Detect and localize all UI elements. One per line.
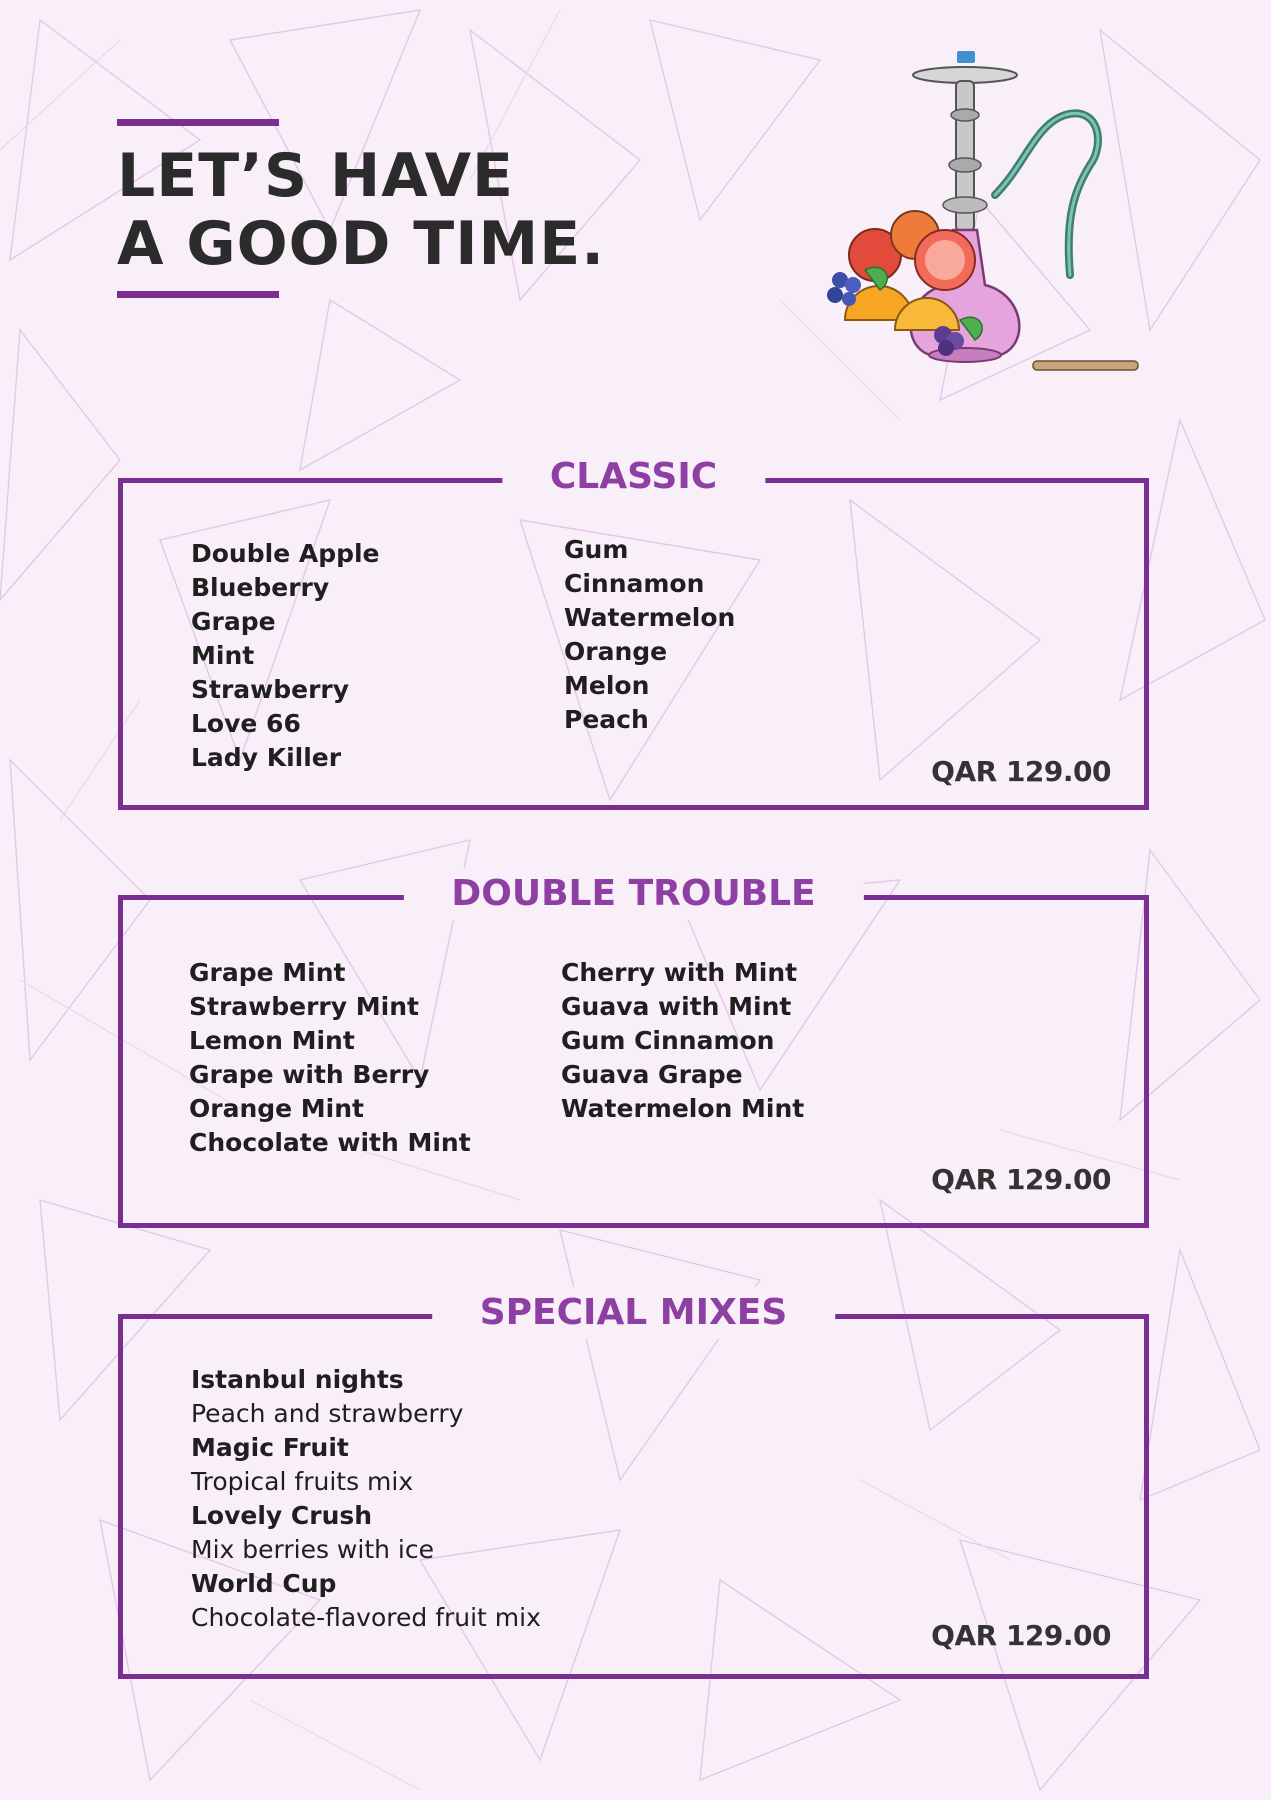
list-item: Orange Mint — [189, 1094, 364, 1123]
classic-price: QAR 129.00 — [931, 755, 1111, 788]
list-item: Lady Killer — [191, 743, 342, 772]
list-item: Cherry with Mint — [561, 958, 798, 987]
list-item: Blueberry — [191, 573, 330, 602]
list-item: Gum Cinnamon — [561, 1026, 775, 1055]
mix-description: Chocolate-flavored fruit mix — [191, 1603, 541, 1632]
list-item: Watermelon Mint — [561, 1094, 805, 1123]
list-item: Love 66 — [191, 709, 301, 738]
list-item: Mint — [191, 641, 255, 670]
list-item: Strawberry — [191, 675, 350, 704]
mix-description: Mix berries with ice — [191, 1535, 434, 1564]
hookah-with-fruits-icon — [825, 45, 1180, 400]
double-trouble-left-list — [189, 956, 471, 1160]
special-mixes-price: QAR 129.00 — [931, 1619, 1111, 1652]
mix-name: Istanbul nights — [191, 1365, 404, 1394]
double-trouble-title: DOUBLE TROUBLE — [403, 868, 863, 920]
list-item: Orange — [564, 637, 668, 666]
headline-top-bar — [117, 119, 279, 126]
double-trouble-section — [118, 873, 1149, 1228]
mix-description: Tropical fruits mix — [191, 1467, 414, 1496]
mix-name: Magic Fruit — [191, 1433, 349, 1462]
headline — [117, 142, 605, 278]
headline-line-1: LET’S HAVE — [117, 141, 515, 211]
list-item: Guava with Mint — [561, 992, 792, 1021]
list-item: Strawberry Mint — [189, 992, 419, 1021]
list-item: Chocolate with Mint — [189, 1128, 471, 1157]
list-item: Grape with Berry — [189, 1060, 430, 1089]
double-trouble-price: QAR 129.00 — [931, 1163, 1111, 1196]
mix-name: Lovely Crush — [191, 1501, 373, 1530]
list-item: Lemon Mint — [189, 1026, 355, 1055]
list-item: Grape — [191, 607, 276, 636]
list-item: Melon — [564, 671, 650, 700]
classic-left-list — [191, 537, 380, 775]
list-item: Gum — [564, 535, 629, 564]
headline-bottom-bar — [117, 291, 279, 298]
double-trouble-right-list — [561, 956, 804, 1126]
headline-line-2: A GOOD TIME. — [117, 209, 606, 279]
special-mixes-title: SPECIAL MIXES — [432, 1287, 836, 1339]
list-item: Cinnamon — [564, 569, 705, 598]
mix-name: World Cup — [191, 1569, 337, 1598]
list-item: Double Apple — [191, 539, 380, 568]
classic-title: CLASSIC — [502, 451, 765, 503]
list-item: Peach — [564, 705, 649, 734]
list-item: Guava Grape — [561, 1060, 743, 1089]
list-item: Grape Mint — [189, 958, 346, 987]
special-mixes-list — [191, 1363, 541, 1635]
list-item: Watermelon — [564, 603, 736, 632]
special-mixes-section — [118, 1292, 1149, 1679]
classic-right-list — [564, 533, 735, 737]
mix-description: Peach and strawberry — [191, 1399, 464, 1428]
classic-section — [118, 456, 1149, 810]
